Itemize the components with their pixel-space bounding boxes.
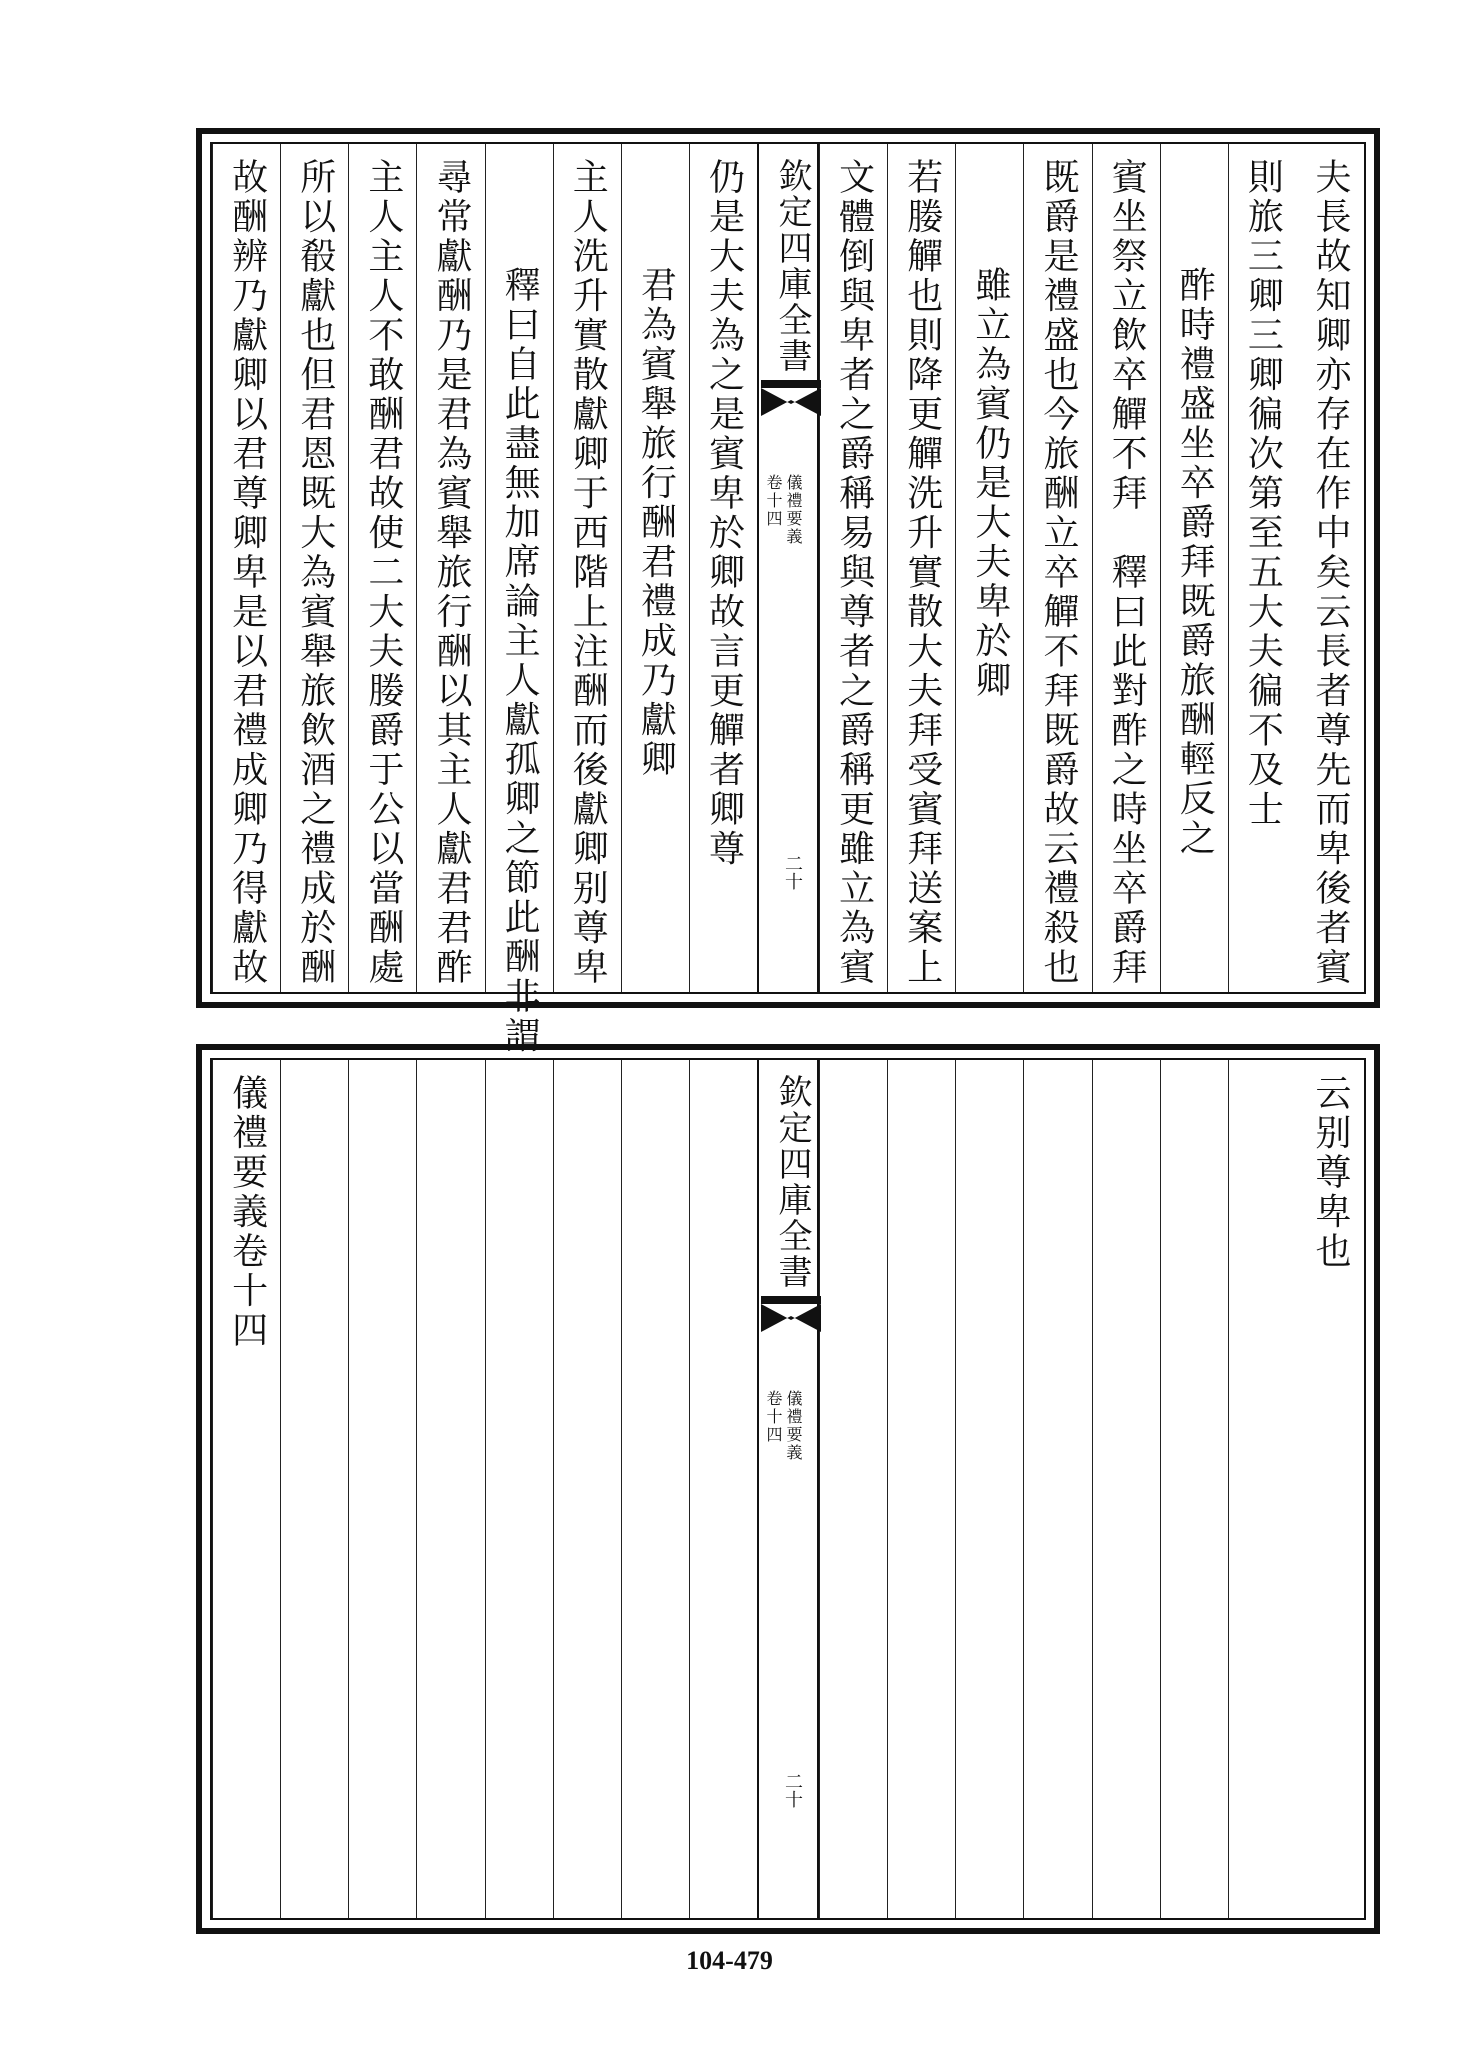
- column-text: 君為賓舉旅行酬君禮成乃獻卿: [635, 266, 677, 780]
- column-text: 釋曰自此盡無加席論主人獻孤卿之節此酬非謂: [499, 266, 541, 1056]
- column-text: 儀禮要義卷十四: [226, 1074, 268, 1351]
- column-text: 賓坐祭立飲卒觶不拜 釋曰此對酢之時坐卒爵拜: [1106, 158, 1148, 988]
- column-text: 云别尊卑也: [1309, 1074, 1351, 1272]
- text-column: [689, 144, 757, 992]
- block-heart: [757, 1060, 819, 1918]
- text-column: [955, 144, 1023, 992]
- text-column: [621, 1060, 689, 1918]
- volume-number: 卷十四: [764, 474, 783, 528]
- text-column: [348, 1060, 416, 1918]
- text-column: [819, 1060, 887, 1918]
- column-text: 主人洗升實散獻卿于西階上注酬而後獻卿别尊卑: [567, 158, 609, 988]
- text-column: [1160, 1060, 1228, 1918]
- fishtail-ornament: [761, 380, 821, 424]
- volume-number: 卷十四: [764, 1390, 783, 1444]
- top-page-frame: [196, 128, 1380, 1056]
- column-text: 夫長故知卿亦存在作中矣云長者尊先而卑後者賓: [1309, 158, 1351, 988]
- text-column: [485, 1060, 553, 1918]
- text-column: [1023, 144, 1091, 992]
- page-code: 104-479: [686, 1946, 773, 1975]
- column-text: 則旅三卿三卿徧次第至五大夫徧不及士: [1242, 158, 1284, 830]
- text-column: [485, 144, 553, 1056]
- text-column: [1092, 144, 1160, 992]
- book-title: 欽定四庫全書: [772, 1074, 812, 1290]
- column-text: 仍是大夫為之是賓卑於卿故言更觶者卿尊: [703, 158, 745, 869]
- text-column: [1296, 1060, 1364, 1918]
- text-column: [1023, 1060, 1091, 1918]
- text-column: [1228, 1060, 1296, 1918]
- column-text: 雖立為賓仍是大夫卑於卿: [969, 266, 1011, 701]
- fishtail-ornament: [761, 1296, 821, 1340]
- text-column: [280, 144, 348, 992]
- text-column: [212, 1060, 280, 1918]
- text-column: [955, 1060, 1023, 1918]
- text-column: [1092, 1060, 1160, 1918]
- text-column: [689, 1060, 757, 1918]
- text-column: [553, 1060, 621, 1918]
- bottom-page-frame: [196, 1044, 1380, 1934]
- page-number: 二十: [782, 1772, 803, 1808]
- text-column: [1160, 144, 1228, 992]
- column-text: 故酬辨乃獻卿以君尊卿卑是以君禮成卿乃得獻故: [226, 158, 268, 988]
- column-text: 既爵是禮盛也今旅酬立卒觶不拜既爵故云禮殺也: [1037, 158, 1079, 988]
- block-heart: [757, 144, 819, 992]
- text-column: [1228, 144, 1296, 992]
- text-column: [553, 144, 621, 992]
- volume-title: 儀禮要義: [784, 1390, 803, 1462]
- column-text: 主人主人不敢酬君故使二大夫媵爵于公以當酬處: [362, 158, 404, 988]
- text-column: [416, 144, 484, 992]
- text-column: [887, 144, 955, 992]
- volume-title: 儀禮要義: [784, 474, 803, 546]
- bottom-page-grid: [210, 1058, 1366, 1920]
- text-column: [212, 144, 280, 992]
- page-number: 二十: [782, 854, 803, 890]
- column-text: 酢時禮盛坐卒爵拜既爵旅酬輕反之: [1174, 266, 1216, 859]
- column-text: 若媵觶也則降更觶洗升實散大夫拜受賓拜送案上: [901, 158, 943, 988]
- top-page-grid: [210, 142, 1366, 1056]
- column-text: 尋常獻酬乃是君為賓舉旅行酬以其主人獻君君酢: [430, 158, 472, 988]
- text-column: [416, 1060, 484, 1918]
- book-title: 欽定四庫全書: [772, 158, 812, 374]
- text-column: [621, 144, 689, 992]
- column-text: 文體倒與卑者之爵稱易與尊者之爵稱更雖立為賓: [833, 158, 875, 988]
- text-column: [348, 144, 416, 992]
- text-column: [280, 1060, 348, 1918]
- column-text: 所以殽獻也但君恩既大為賓舉旅飲酒之禮成於酬: [294, 158, 336, 988]
- text-column: [819, 144, 887, 992]
- text-column: [1296, 144, 1364, 992]
- text-column: [887, 1060, 955, 1918]
